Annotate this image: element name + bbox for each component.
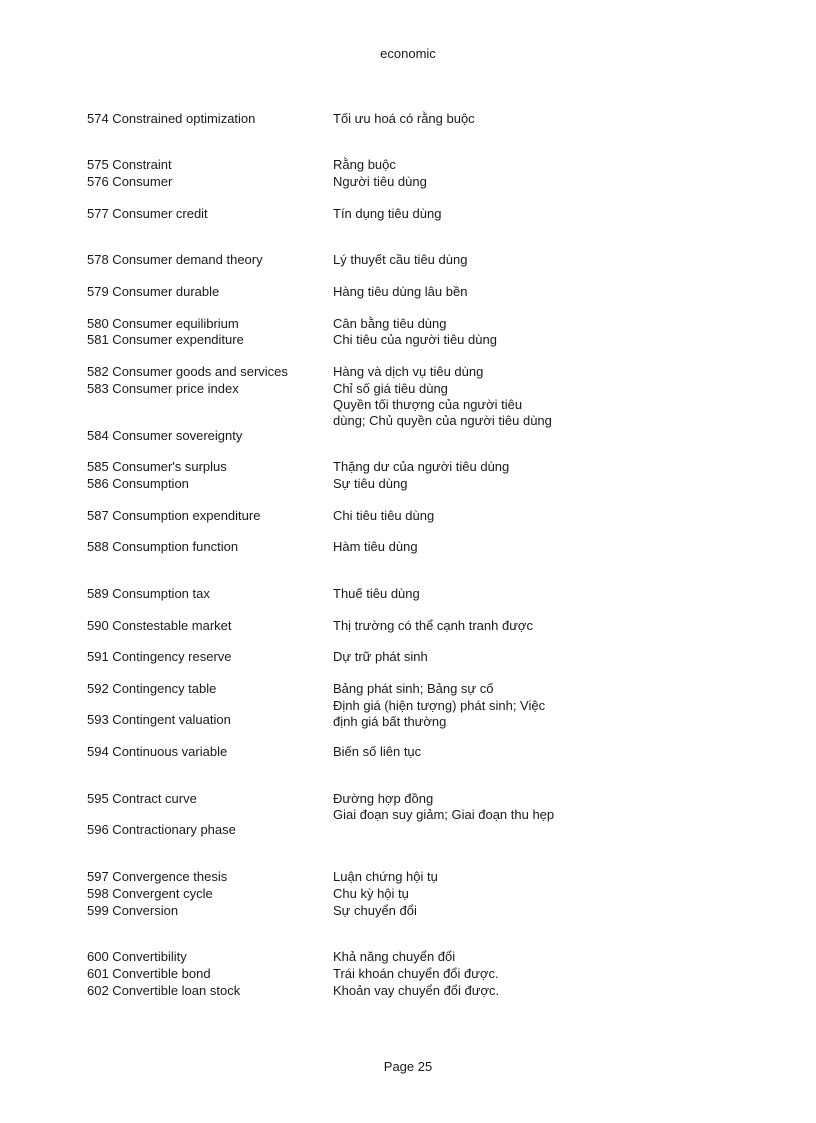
- list-item: [87, 396, 557, 446]
- list-item: [87, 380, 557, 397]
- entry-translation: Trái khoán chuyển đổi được.: [333, 966, 499, 981]
- entry-term: 576 Consumer: [87, 174, 173, 189]
- entry-translation: Định giá (hiện tượng) phát sinh; Việc định giá bất thường: [333, 698, 546, 729]
- list-item: [87, 965, 557, 982]
- list-item: [87, 110, 557, 127]
- entry-translation: Bảng phát sinh; Bảng sự cố: [333, 681, 494, 696]
- list-item: [87, 538, 557, 555]
- entry-translation: Biến số liên tục: [333, 744, 422, 759]
- entry-translation: Hàm tiêu dùng: [333, 539, 418, 554]
- entry-translation: Hàng và dịch vụ tiêu dùng: [333, 364, 484, 379]
- entry-term: 588 Consumption function: [87, 539, 239, 554]
- entry-translation: Lý thuyết cầu tiêu dùng: [333, 252, 468, 267]
- list-item: [87, 331, 557, 348]
- entry-term: 580 Consumer equilibrium: [87, 316, 239, 331]
- entry-translation: Thặng dư của người tiêu dùng: [333, 459, 510, 474]
- list-item: [87, 475, 557, 492]
- entry-term: 599 Conversion: [87, 903, 179, 918]
- list-item: [87, 790, 557, 807]
- entry-translation: Tối ưu hoá có rằng buộc: [333, 111, 475, 126]
- entry-term: 575 Constraint: [87, 157, 172, 172]
- list-item: [87, 948, 557, 965]
- entry-term: 586 Consumption: [87, 476, 189, 491]
- list-item: [87, 868, 557, 885]
- entry-translation: Khả năng chuyển đổi: [333, 949, 456, 964]
- entry-translation: Rằng buộc: [333, 157, 396, 172]
- entry-term: 578 Consumer demand theory: [87, 252, 263, 267]
- list-item: [87, 283, 557, 300]
- list-item: [87, 315, 557, 332]
- entry-term: 577 Consumer credit: [87, 206, 208, 221]
- list-item: [87, 205, 557, 222]
- entry-term: 596 Contractionary phase: [87, 822, 236, 837]
- entry-translation: Cân bằng tiêu dùng: [333, 316, 447, 331]
- entry-translation: Thị trường có thể cạnh tranh được: [333, 618, 533, 633]
- list-item: [87, 902, 557, 919]
- entry-term: 579 Consumer durable: [87, 284, 220, 299]
- list-item: [87, 743, 557, 760]
- list-item: [87, 648, 557, 665]
- entry-term: 602 Convertible loan stock: [87, 983, 241, 998]
- entry-translation: Luận chứng hội tụ: [333, 869, 438, 884]
- entry-term: 594 Continuous variable: [87, 744, 228, 759]
- entry-translation: Chu kỳ hội tụ: [333, 886, 409, 901]
- list-item: [87, 173, 557, 190]
- list-item: [87, 697, 557, 729]
- entry-term: 587 Consumption expenditure: [87, 508, 261, 523]
- list-item: [87, 806, 557, 840]
- list-item: [87, 458, 557, 475]
- entry-translation: Quyền tối thượng của người tiêu dùng; Chủ quyền của người tiêu dùng: [333, 397, 552, 428]
- entry-translation: Chi tiêu tiêu dùng: [333, 508, 435, 523]
- entry-term: 582 Consumer goods and services: [87, 364, 288, 379]
- entry-term: 590 Constestable market: [87, 618, 232, 633]
- entry-translation: Dự trữ phát sinh: [333, 649, 428, 664]
- page-number: Page 25: [383, 1059, 433, 1074]
- list-item: [87, 680, 557, 697]
- entry-translation: Thuế tiêu dùng: [333, 586, 420, 601]
- entry-term: 574 Constrained optimization: [87, 111, 256, 126]
- entry-term: 584 Consumer sovereignty: [87, 428, 243, 443]
- entry-translation: Chi tiêu của người tiêu dùng: [333, 332, 497, 347]
- list-item: [87, 251, 557, 268]
- entry-translation: Khoản vay chuyển đổi được.: [333, 983, 500, 998]
- entry-translation: Hàng tiêu dùng lâu bền: [333, 284, 468, 299]
- list-item: [87, 885, 557, 902]
- entry-term: 592 Contingency table: [87, 681, 217, 696]
- entry-translation: Đường hợp đồng: [333, 791, 434, 806]
- entry-term: 597 Convergence thesis: [87, 869, 228, 884]
- entry-term: 585 Consumer's surplus: [87, 459, 227, 474]
- page-header: economic: [380, 46, 436, 61]
- list-item: [87, 507, 557, 524]
- entry-term: 595 Contract curve: [87, 791, 197, 806]
- entry-term: 589 Consumption tax: [87, 586, 210, 601]
- entry-translation: Chỉ số giá tiêu dùng: [333, 381, 448, 396]
- entry-term: 600 Convertibility: [87, 949, 187, 964]
- entry-term: 591 Contingency reserve: [87, 649, 232, 664]
- entry-translation: Người tiêu dùng: [333, 174, 427, 189]
- entry-term: 583 Consumer price index: [87, 381, 239, 396]
- entry-term: 598 Convergent cycle: [87, 886, 213, 901]
- entry-term: 593 Contingent valuation: [87, 712, 231, 727]
- entry-translation: Sự chuyển đổi: [333, 903, 417, 918]
- entry-translation: Sự tiêu dùng: [333, 476, 408, 491]
- entry-term: 601 Convertible bond: [87, 966, 211, 981]
- list-item: [87, 982, 557, 999]
- list-item: [87, 363, 557, 380]
- list-item: [87, 156, 557, 173]
- list-item: [87, 617, 557, 634]
- entry-term: 581 Consumer expenditure: [87, 332, 244, 347]
- list-item: [87, 585, 557, 602]
- entry-translation: Giai đoạn suy giảm; Giai đoạn thu hẹp: [333, 807, 555, 822]
- entry-translation: Tín dụng tiêu dùng: [333, 206, 442, 221]
